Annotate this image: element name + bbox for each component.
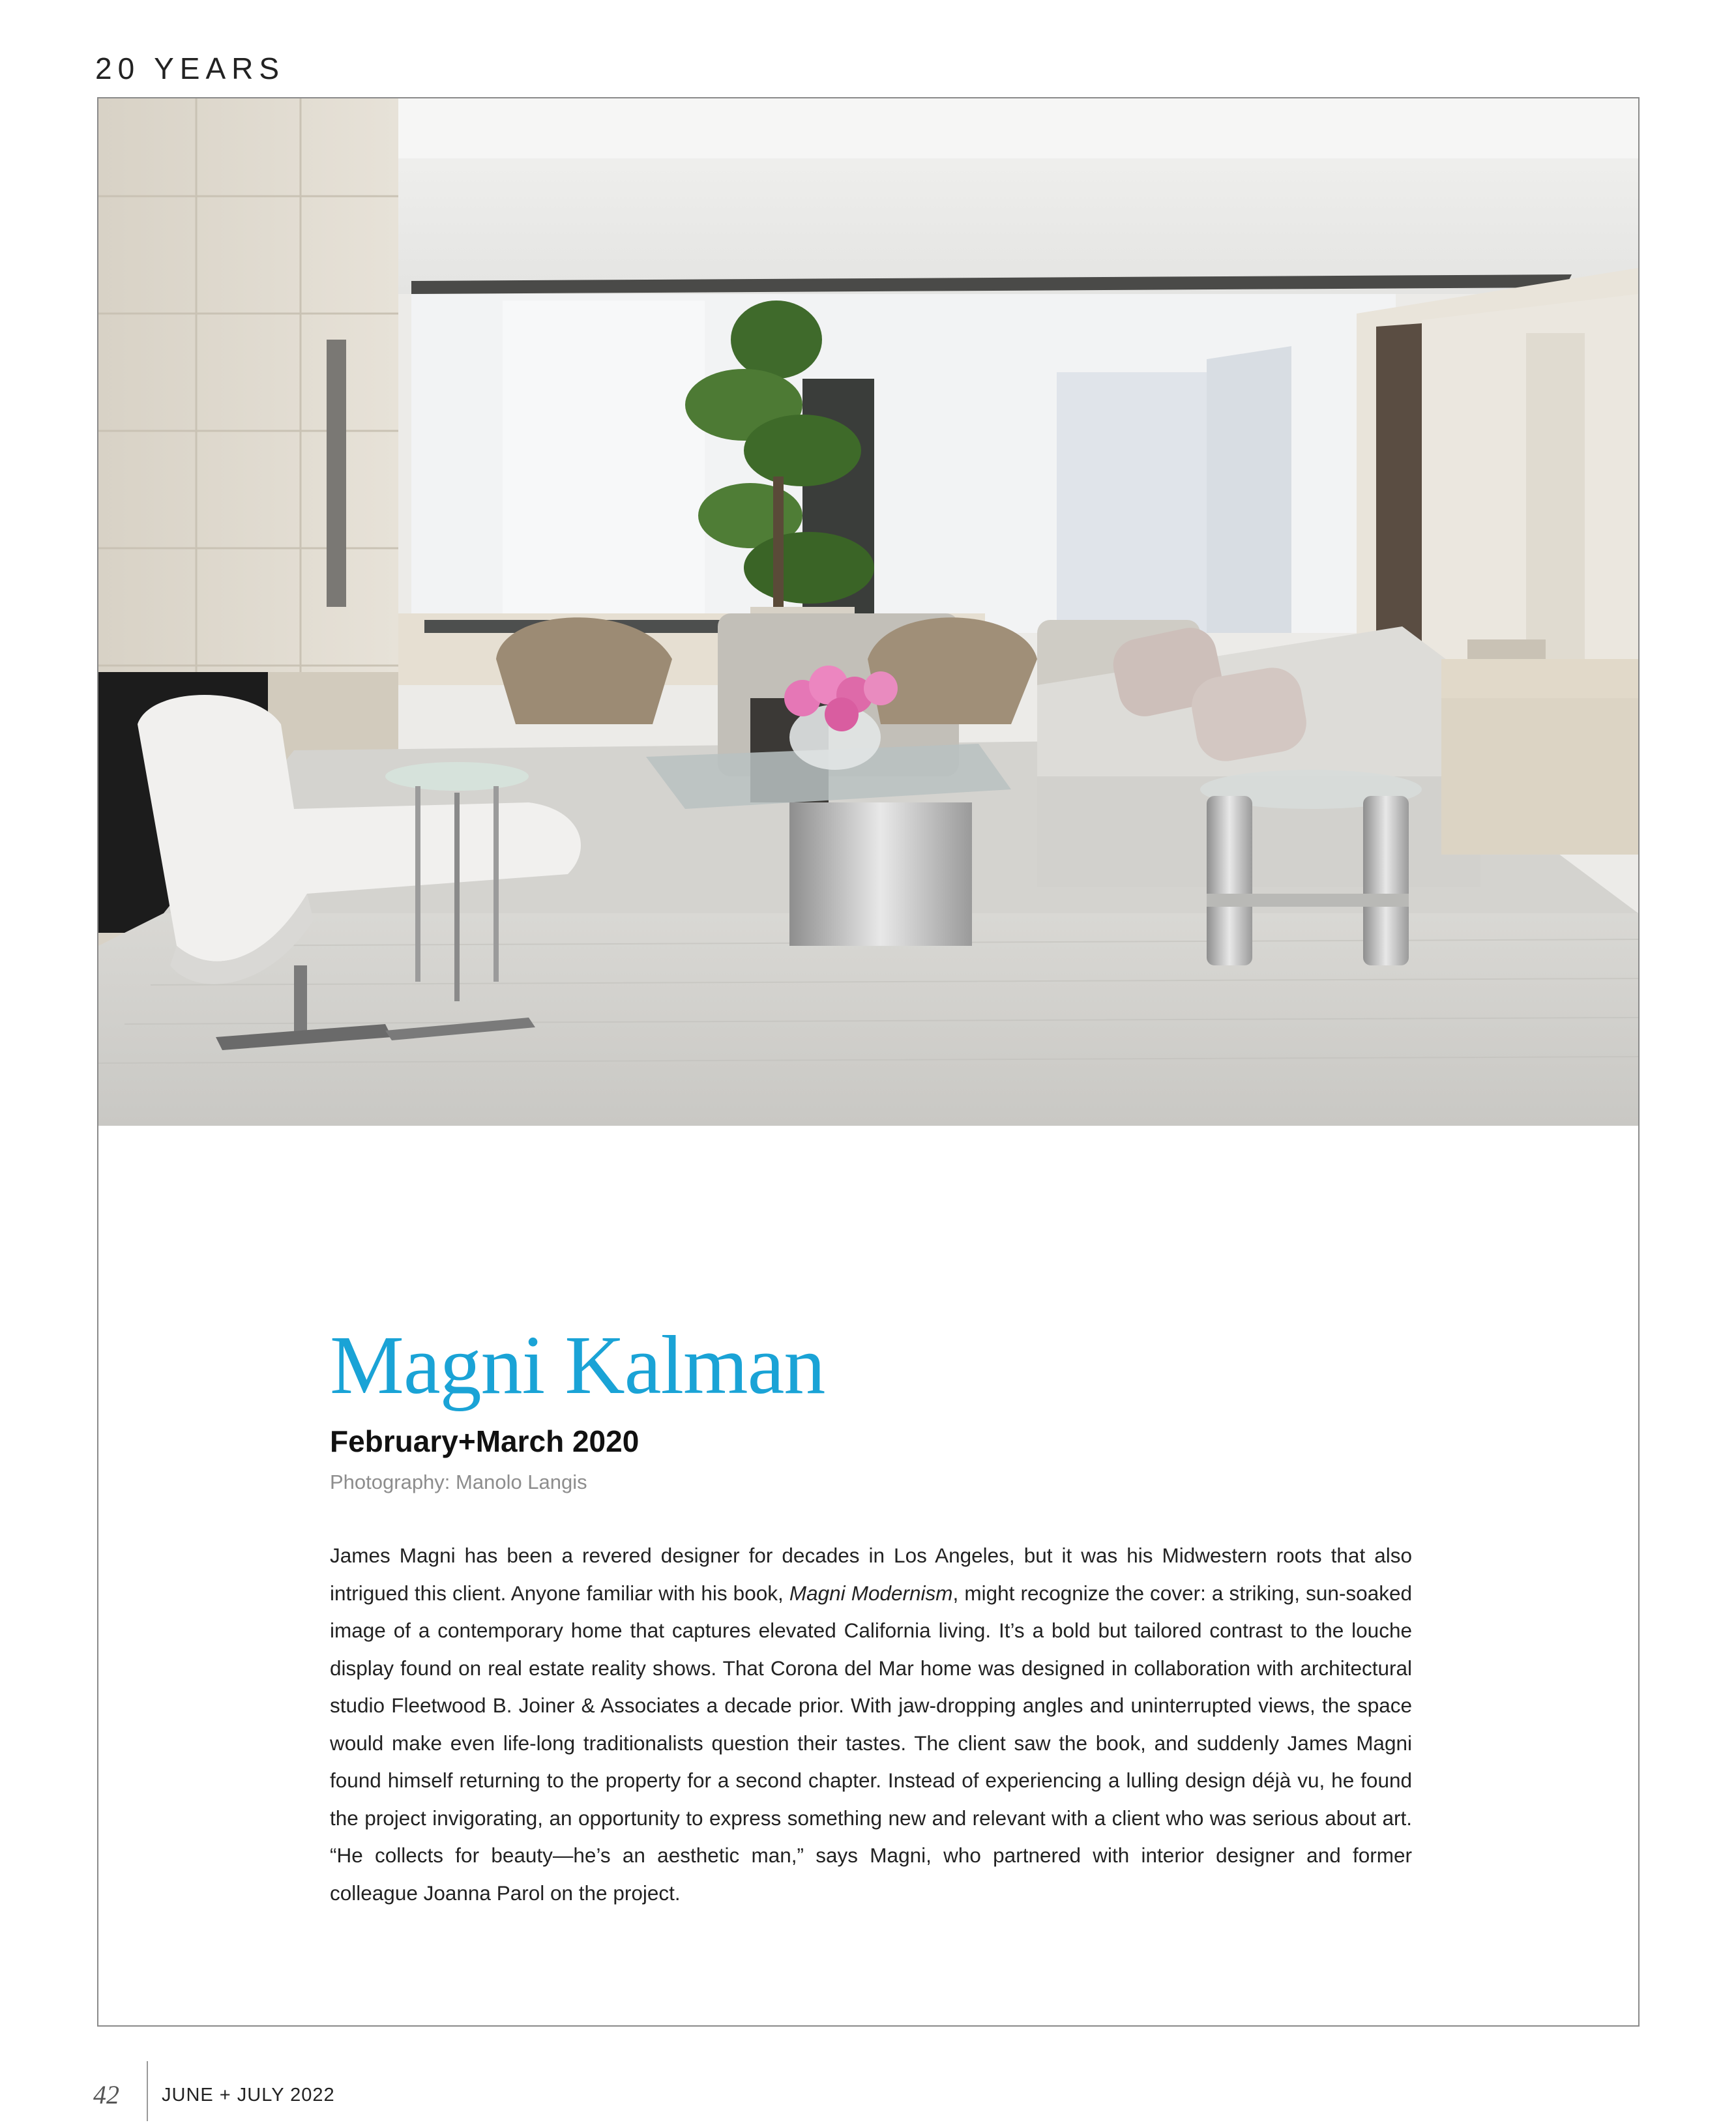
book-title: Magni Modernism [789, 1581, 953, 1605]
body-text-part2: , might recognize the cover: a striking, sun-soaked image of a contemporary home that captures elevated California living. It’s a bold but tailored contrast to the louche display found on real estate reality shows. That Corona del Mar home was designed in collaboration with architectural studio Fleetwood B. Joiner & Associates a decade prior. With jaw-dropping angles and uninterrupted views, the space would make even life-long traditionalists question their tastes. The client saw the book, and suddenly James Magni found himself returning to the property for a second chapter. Instead of experiencing a lulling design déjà vu, he found the project invigorating, an opportunity to express something new and relevant with a client who was serious about art. “He collects for beauty—he’s an aesthetic man,” says Magni, who partnered with interior designer and former colleague Joanna Parol on the project. [330, 1581, 1413, 1905]
section-label: 20 YEARS [95, 51, 286, 85]
photo-credit: Photography: Manolo Langis [330, 1471, 587, 1493]
living-room-photo [98, 98, 1638, 1126]
article-body [330, 1537, 1412, 1912]
article [330, 1319, 1413, 1933]
footer-issue-label: JUNE + JULY 2022 [162, 2085, 335, 2105]
body-text-part1: James Magni has been a revered designer for decades in Los Angeles, but it was his Midwestern roots that also intrigued this client. Anyone familiar with his book, [330, 1544, 1412, 1605]
footer-divider [147, 2061, 148, 2121]
article-title: Magni Kalman [330, 1319, 825, 1411]
article-issue-date: February+March 2020 [330, 1424, 640, 1458]
page-number: 42 [93, 2080, 119, 2109]
